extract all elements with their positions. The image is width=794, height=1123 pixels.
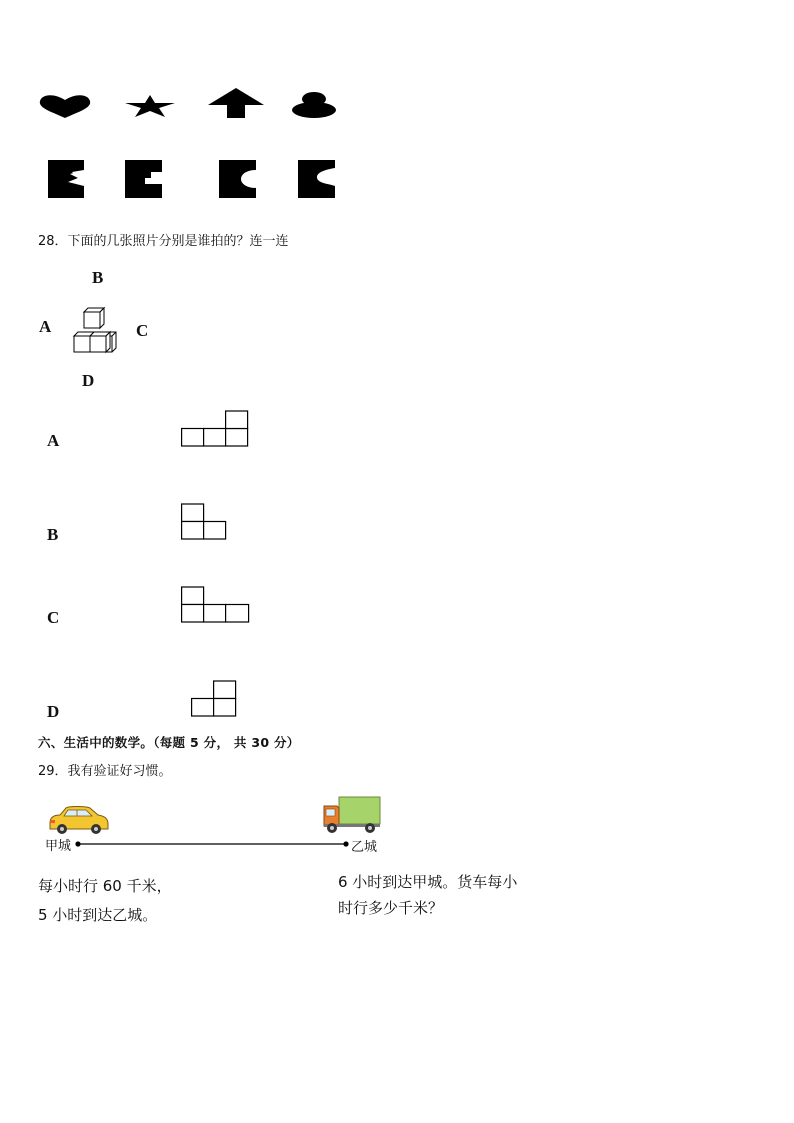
car-icon [46, 805, 110, 835]
view-label-b: B [47, 525, 59, 544]
position-label-a: A [39, 317, 52, 336]
truck-icon [322, 796, 382, 834]
view-d-grid [191, 680, 237, 717]
view-b-grid [181, 503, 227, 540]
position-label-c: C [136, 321, 149, 340]
left-text-line-1: 每小时行 60 千米， [38, 877, 172, 895]
cube-stack-figure [70, 304, 120, 358]
notched-block-4-icon [298, 160, 335, 198]
right-text-line-1: 6 小时到达甲城。货车每小 [338, 873, 518, 891]
question-28-title: 28．下面的几张照片分别是谁拍的？连一连 [38, 234, 289, 249]
view-label-a: A [47, 431, 60, 450]
notched-block-2-icon [125, 160, 162, 198]
view-a-grid [181, 410, 249, 447]
road-line [74, 840, 350, 848]
section-6-heading: 六、生活中的数学。（每题 5 分， 共 30 分） [38, 735, 300, 750]
view-c-grid [181, 586, 250, 623]
notched-block-3-icon [219, 160, 256, 198]
position-label-b: B [92, 268, 104, 287]
heart-silhouette-icon [38, 94, 92, 118]
arrow-up-silhouette-icon [208, 88, 264, 118]
view-label-d: D [47, 702, 60, 721]
city-label-left: 甲城 [45, 839, 72, 854]
city-label-right: 乙城 [351, 840, 378, 855]
view-label-c: C [47, 608, 60, 627]
star-silhouette-icon [125, 95, 175, 117]
notched-block-1-icon [48, 160, 84, 198]
snowman-silhouette-icon [291, 92, 337, 118]
left-text-line-2: 5 小时到达乙城。 [38, 906, 158, 924]
question-29-title: 29．我有验证好习惯。 [38, 764, 172, 779]
position-label-d: D [82, 371, 95, 390]
right-text-line-2: 时行多少千米？ [338, 899, 444, 917]
